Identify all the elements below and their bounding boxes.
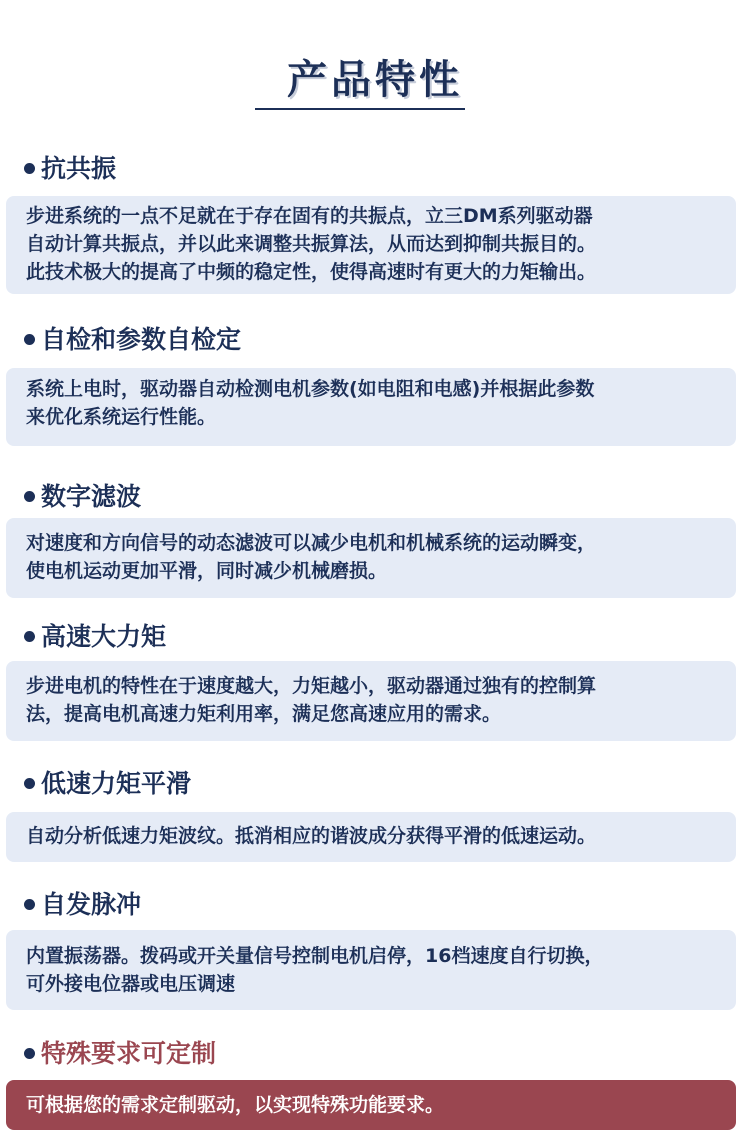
description-line: 步进电机的特性在于速度越大，力矩越小，驱动器通过独有的控制算 — [26, 675, 597, 697]
description-line: 使电机运动更加平滑，同时减少机械磨损。 — [26, 560, 388, 582]
bullet-icon — [24, 778, 35, 789]
section-description-box — [6, 812, 736, 862]
section-heading — [24, 323, 241, 357]
section-heading-label: 高速大力矩 — [41, 622, 167, 651]
section-heading-label: 数字滤波 — [41, 482, 142, 511]
bullet-icon — [24, 163, 35, 174]
section-heading — [24, 620, 166, 654]
description-line: 步进系统的一点不足就在于存在固有的共振点，立三DM系列驱动器 — [26, 205, 593, 227]
page-title: 产品特性 — [287, 57, 463, 103]
section-description-box — [6, 196, 736, 294]
description-line: 来优化系统运行性能。 — [26, 406, 217, 428]
bullet-icon — [24, 899, 35, 910]
section-heading-label: 自检和参数自检定 — [41, 325, 242, 354]
section-heading — [24, 152, 116, 186]
description-line: 法，提高电机高速力矩利用率，满足您高速应用的需求。 — [26, 703, 502, 725]
page-title-wrap — [0, 48, 750, 111]
section-description-box — [6, 1080, 736, 1130]
section-heading — [24, 1037, 216, 1071]
section-heading-label: 特殊要求可定制 — [41, 1039, 217, 1068]
description-line: 对速度和方向信号的动态滤波可以减少电机和机械系统的运动瞬变， — [26, 532, 597, 554]
section-description-box — [6, 368, 736, 446]
section-heading-label: 自发脉冲 — [41, 890, 142, 919]
description-line: 自动计算共振点，并以此来调整共振算法，从而达到抑制共振目的。 — [26, 233, 597, 255]
section-heading — [24, 767, 191, 801]
description-line: 可外接电位器或电压调速 — [26, 973, 236, 995]
description-line: 内置振荡器。拨码或开关量信号控制电机启停，16档速度自行切换， — [26, 945, 604, 967]
section-heading — [24, 480, 141, 514]
bullet-icon — [24, 491, 35, 502]
description-line: 系统上电时，驱动器自动检测电机参数(如电阻和电感)并根据此参数 — [26, 378, 595, 400]
bullet-icon — [24, 1048, 35, 1059]
description-line: 此技术极大的提高了中频的稳定性，使得高速时有更大的力矩输出。 — [26, 261, 597, 283]
section-description-box — [6, 930, 736, 1010]
section-description-box — [6, 661, 736, 741]
section-description-box — [6, 518, 736, 598]
title-underline — [255, 108, 465, 110]
description-line: 可根据您的需求定制驱动，以实现特殊功能要求。 — [26, 1094, 445, 1116]
bullet-icon — [24, 631, 35, 642]
section-heading-label: 抗共振 — [41, 154, 117, 183]
bullet-icon — [24, 334, 35, 345]
section-heading — [24, 888, 141, 922]
section-heading-label: 低速力矩平滑 — [41, 769, 192, 798]
description-line: 自动分析低速力矩波纹。抵消相应的谐波成分获得平滑的低速运动。 — [26, 825, 597, 847]
